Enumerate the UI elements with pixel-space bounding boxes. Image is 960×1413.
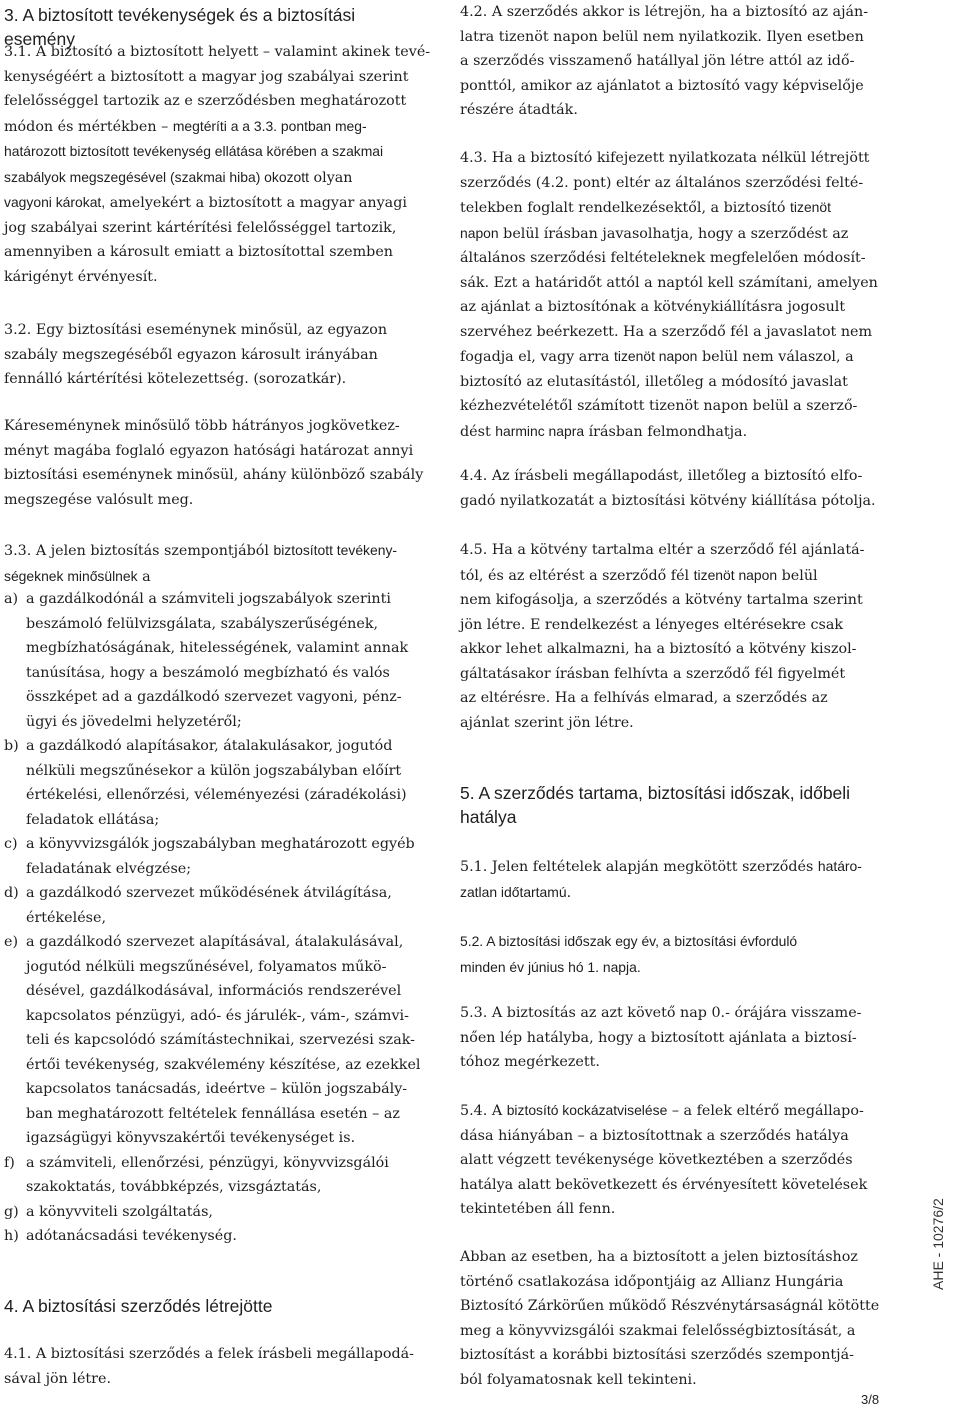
text-line: feladatának elvégzése; [26,860,192,877]
text-line: értékelése, [26,909,107,926]
highlighted-term: 5.2. A biztosítási időszak egy év, a biztosítási évforduló [460,933,798,949]
text-line [460,1098,867,1124]
paragraph-5-1 [460,854,862,905]
text-line: Káreseménynek minősülő több hátrányos jogkövetkez- [4,418,400,434]
text-line: jogutód nélküli megszűnésével, folyamatos műkö- [26,958,387,975]
text-segment: a [137,568,151,585]
text-segment: belül [777,567,818,584]
paragraph-4-3 [460,146,878,444]
text-line: meg a könyvvizsgálói szakmai felelősségbiztosítását, a [460,1322,856,1339]
list-item [4,832,422,881]
text-line: biztosítási eseménynek minősül, ahány különböző szabály [4,467,424,483]
paragraph-5-3 [460,1001,862,1075]
list-item [4,587,422,734]
text-line: hatálya alatt bekövetkezett és érvényesített követelések [460,1176,868,1193]
list-marker: h) [4,1228,19,1244]
text-line: gáltatásakor írásban felhívta a szerződő fél figyelmét [460,665,846,682]
text-segment: amelyekért a biztosított a magyar anyagi [105,195,407,211]
text-line: sával jön létre. [4,1370,111,1387]
text-line: Abban az esetben, ha a biztosított a jelen biztosításhoz [460,1249,858,1265]
text-line: sák. Ezt a határidőt attól a naptól kell számítani, amelyen [460,274,878,291]
text-line [460,955,797,981]
text-segment: olyan [308,169,353,186]
text-line: nően lép hatályba, hogy a biztosított ajánlata a biztosí- [460,1029,857,1046]
text-line: désével, gazdálkodásával, információs rendszerével [26,983,402,999]
text-line: történő csatlakozása időpontjáig az Allianz Hungária [460,1273,844,1290]
text-segment: tól, és az eltérést a szerződő fél [460,567,694,584]
text-line: ajánlat szerint jön létre. [460,714,634,731]
text-line [460,880,862,906]
highlighted-term: biztosító kockázatviselése [506,1102,668,1118]
text-line [4,139,430,165]
highlighted-term: szabályok megszegésével (szakmai hiba) okozott [4,168,309,185]
text-line: felelősséggel tartozik az e szerződésben meghatározott [4,93,407,109]
text-line: 3.1. A biztosító a biztosított helyett – valamint akinek tevé- [4,44,431,60]
text-line [460,419,878,445]
text-line: ban meghatározott feltételek fennállása esetén – az [26,1105,400,1122]
text-line: az ajánlat a biztosítónak a kötvénykiállításra jogosult [460,299,846,315]
document-code-text: AHE - 10276/2 [930,1198,946,1290]
text-line [4,165,430,191]
text-segment: belül írásban javasolhatja, hogy a szerződést az [498,225,849,242]
text-line: gadó nyilatkozatát a biztosítási kötvény kiállítása pótolja. [460,492,876,509]
page-number: 3/8 [861,1392,880,1407]
text-segment: telekben foglalt rendelkezésektől, a biztosító [460,200,791,216]
highlighted-term: ségeknek minősülnek [4,567,138,584]
list-item [4,881,422,930]
text-line: szabály megszegéséből egyazon károsult irányában [4,346,378,363]
paragraph-4-2 [460,0,868,123]
text-line: szerződés (4.2. pont) eltér az általános szerződési felté- [460,174,864,191]
text-line: igazságügyi könyvszakértői tevékenységet is. [26,1130,356,1146]
text-line: a szerződés visszamenő hatállyal jön létre attól az idő- [460,53,855,69]
paragraph-3-1 [4,40,430,289]
text-line: a gazdálkodó szervezet alapításával, átalakulásával, [26,934,404,950]
text-line: a gazdálkodónál a számviteli jogszabályok szerinti [26,591,391,607]
activity-list [4,587,422,1249]
paragraph-4-1 [4,1342,414,1391]
text-line: fennálló kártérítési kötelezettség. (sorozatkár). [4,371,347,387]
text-line: 5. A szerződés tartama, biztosítási időszak, időbeli [460,783,851,803]
text-line [460,195,878,221]
list-marker: d) [4,885,19,901]
highlighted-term: tizenöt napon [693,566,778,583]
text-line: tanúsítása, hogy a beszámoló megbízható és valós [26,664,390,681]
paragraph-kareseny [4,414,423,512]
text-line: 3.2. Egy biztosítási eseménynek minősül, az egyazon [4,322,388,338]
paragraph-3-2 [4,318,387,392]
text-line: kézhezvételétől számított tizenöt napon belül a szerző- [460,398,858,414]
list-marker: c) [4,836,18,852]
text-line: 4.1. A biztosítási szerződés a felek írásbeli megállapodá- [4,1346,414,1362]
text-line: kapcsolatos tanácsadás, ideértve – külön jogszabály- [26,1081,408,1097]
section-4-heading: 4. A biztosítási szerződés létrejötte [4,1296,273,1316]
paragraph-5-2 [460,929,797,980]
text-line: szervéhez beérkezett. Ha a szerződő fél a javaslatot nem [460,323,873,340]
text-line: Biztosító Zárkörűen működő Részvénytársaságnál kötötte [460,1298,880,1314]
text-line: nem kifogásolja, a szerződés a kötvény tartalma szerint [460,592,863,608]
text-line: tekintetében áll fenn. [460,1201,616,1217]
list-item [4,734,422,832]
list-item [4,1151,422,1200]
text-line: ményt magába foglaló egyazon hatósági határozat annyi [4,442,414,459]
text-line: értői tevékenység, szakvélemény készítése, az ezekkel [26,1056,421,1073]
text-line: latra tizenöt napon belül nem nyilatkozik. Ilyen esetben [460,28,864,45]
text-segment: 5.4. A [460,1103,507,1119]
highlighted-term: napon [460,224,499,241]
text-line: feladatok ellátása; [26,811,160,828]
text-line: 5.3. A biztosítás az azt követő nap 0.- órájára visszame- [460,1005,862,1021]
text-line: akkor lehet alkalmazni, ha a biztosító a kötvény kiszol- [460,641,857,657]
list-marker: g) [4,1203,19,1220]
list-item [4,1200,422,1225]
text-line [4,538,397,564]
text-line: 4.5. Ha a kötvény tartalma eltér a szerződő fél ajánlatá- [460,542,865,558]
text-line [4,190,430,216]
paragraph-4-4 [460,464,876,513]
text-line: nélküli megszűnésekor a külön jogszabályban előírt [26,762,402,779]
text-line: megszegése valósult meg. [4,491,194,508]
text-line: alatt végzett tevékenysége következtében a szerződés [460,1152,853,1168]
text-line: kapcsolatos pénzügyi, adó- és járulék-, vám-, számvi- [26,1007,409,1024]
text-line: biztosító az elutasítástól, illetőleg a módosító javaslat [460,373,848,390]
paragraph-abban [460,1245,879,1392]
text-segment: írásban felmondhatja. [584,423,748,440]
text-line: a könyvviteli szolgáltatás, [26,1203,213,1220]
text-line [460,854,862,880]
highlighted-term: zatlan időtartamú [460,883,567,900]
text-line: értékelési, ellenőrzési, véleményezési (záradékolási) [26,787,407,803]
text-line: az eltérésre. Ha a felhívás elmarad, a szerződés az [460,690,828,706]
highlighted-term: határozott biztosított tevékenység ellátása körében a szakmai [4,143,384,159]
text-line [460,929,797,955]
text-segment: fogadja el, vagy arra [460,349,614,365]
text-line: hatálya [460,807,517,827]
list-marker: a) [4,591,19,607]
text-segment: – a felek eltérő megállapo- [667,1103,864,1119]
text-line [460,221,878,247]
text-line [4,564,397,590]
text-line: jön létre. E rendelkezést a lényeges eltérésekre csak [460,616,844,633]
text-line: kárigényt érvényesít. [4,268,158,285]
text-line: 4.4. Az írásbeli megállapodást, illetőleg a biztosító elfo- [460,468,863,484]
text-line: ból folyamatosnak kell tekinteni. [460,1371,697,1388]
text-line: a könyvvizsgálók jogszabályban meghatározott egyéb [26,836,415,852]
highlighted-term: harminc napra [495,422,585,439]
text-segment: módon és mértékben – [4,118,173,135]
text-line: a gazdálkodó alapításakor, átalakulásakor, jogutód [26,738,393,754]
text-line: ügyi és jövedelmi helyzetéről; [26,713,242,730]
text-line: beszámoló felülvizsgálata, szabályszerűségének, [26,615,379,632]
text-line: megbízhatóságának, hitelességének, valamint annak [26,640,409,656]
text-segment: 3.3. A jelen biztosítás szempontjából [4,543,274,559]
paragraph-3-3 [4,538,397,589]
text-line: tóhoz megérkezett. [460,1054,600,1070]
text-line: 4.3. Ha a biztosító kifejezett nyilatkozata nélkül létrejött [460,150,870,166]
text-line: összképet ad a gazdálkodó szervezet vagyoni, pénz- [26,689,402,705]
text-line: szakoktatás, továbbképzés, vizsgáztatás, [26,1179,322,1195]
text-line: a számviteli, ellenőrzési, pénzügyi, könyvvizsgálói [26,1154,389,1171]
text-line [460,563,864,589]
text-line: ponttól, amikor az ajánlatot a biztosító vagy képviselője [460,77,864,94]
text-line [460,344,878,370]
text-segment: dést [460,423,496,440]
highlighted-term: tizenöt [790,199,831,215]
text-line: részére átadták. [460,102,578,118]
highlighted-term: határo- [817,858,862,874]
text-line: általános szerződési feltételeknek megfelelően módosít- [460,250,866,266]
list-marker: f) [4,1154,15,1171]
highlighted-term: tizenöt napon [614,348,698,364]
text-line: adótanácsadási tevékenység. [26,1228,237,1244]
section-3-heading: 3. A biztosított tevékenységek és a biztosítási esemény [4,5,356,49]
text-line [4,114,430,140]
section-5-heading [460,781,850,829]
highlighted-term: biztosított tevékeny- [273,542,398,558]
highlighted-term: megtéríti a a 3.3. pontban meg- [172,117,367,134]
text-line: dása hiányában – a biztosítottnak a szerződés hatálya [460,1127,849,1144]
text-line: jog szabályai szerint kártérítési felelősséggel tartozik, [4,219,397,236]
text-line: biztosítást a korábbi biztosítási szerződés szempontjá- [460,1347,854,1363]
highlighted-term: minden év június hó 1. napja. [460,958,641,975]
highlighted-term: vagyoni károkat, [4,194,106,210]
text-segment: 5.1. Jelen feltételek alapján megkötött szerződés [460,859,818,875]
paragraph-5-4 [460,1098,867,1222]
text-line: 4.2. A szerződés akkor is létrejön, ha a biztosító az aján- [460,4,869,20]
list-marker: e) [4,934,19,950]
text-line: teli és kapcsolódó számítástechnikai, szervezési szak- [26,1032,415,1048]
text-line: a gazdálkodó szervezet működésének átvilágítása, [26,885,392,901]
text-line: amennyiben a károsult emiatt a biztosítottal szemben [4,244,394,260]
text-segment: . [566,884,572,901]
text-line: kenységéért a biztosított a magyar jog szabályai szerint [4,68,409,85]
list-item [4,1224,422,1249]
paragraph-4-5 [460,538,864,735]
text-segment: belül nem válaszol, a [697,349,854,365]
list-item [4,930,422,1151]
list-marker: b) [4,738,19,754]
